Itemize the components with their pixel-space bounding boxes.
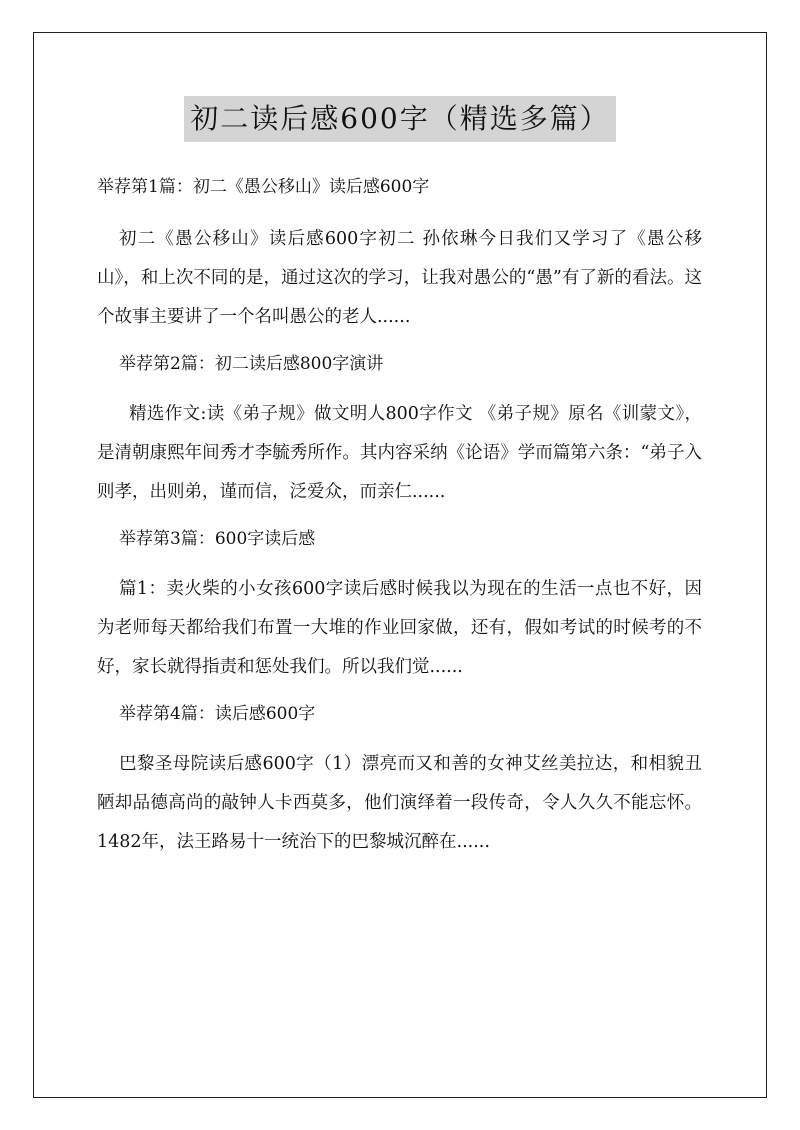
section-2-heading: 举荐第2篇：初二读后感800字演讲 xyxy=(119,354,384,374)
section-3-heading: 举荐第3篇：600字读后感 xyxy=(119,529,316,549)
section-1-body: 初二《愚公移山》读后感600字初二 孙依琳今日我们又学习了《愚公移山》，和上次不同的是，通过这次的学习，让我对愚公的“愚”有了新的看法。这个故事主要讲了一个名叫愚公的老人...... xyxy=(97,229,702,327)
section-1-heading: 举荐第1篇：初二《愚公移山》读后感600字 xyxy=(97,177,430,197)
document-title-wrap xyxy=(0,96,800,142)
section-4-heading: 举荐第4篇：读后感600字 xyxy=(119,704,316,724)
document-body xyxy=(97,168,702,870)
section-2-body: 精选作文:读《弟子规》做文明人800字作文 《弟子规》原名《训蒙文》，是清朝康熙年间秀才李毓秀所作。其内容采纳《论语》学而篇第六条：“弟子入则孝，出则弟，谨而信，泛爱众，而亲仁...... xyxy=(97,404,702,502)
document-title: 初二读后感600字（精选多篇） xyxy=(184,96,615,142)
section-4-body: 巴黎圣母院读后感600字（1）漂亮而又和善的女神艾丝美拉达，和相貌丑陋却品德高尚的敲钟人卡西莫多，他们演绎着一段传奇，令人久久不能忘怀。1482年，法王路易十一统治下的巴黎城沉醉在...... xyxy=(97,754,702,852)
section-3-body: 篇1：卖火柴的小女孩600字读后感时候我以为现在的生活一点也不好，因为老师每天都给我们布置一大堆的作业回家做，还有，假如考试的时候考的不好，家长就得指责和惩处我们。所以我们觉...... xyxy=(97,579,702,677)
